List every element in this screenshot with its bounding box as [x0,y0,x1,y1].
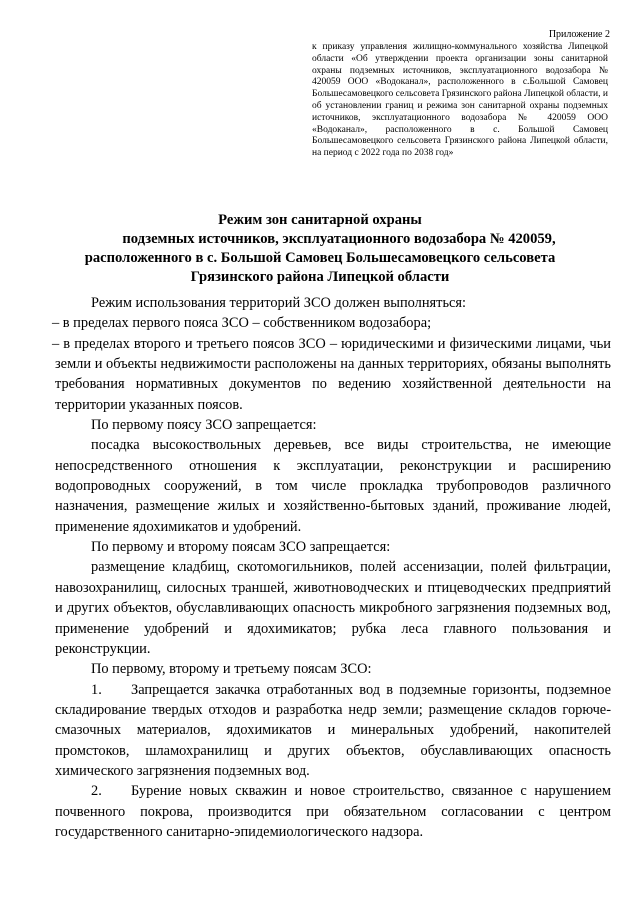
numbered-item-2 [55,781,611,842]
appendix-text: к приказу управления жилищно-коммунального хозяйства Липецкой области «Об утверждении проекта организации зоны санитарной охраны подземных источников, эксплуатационного водозабора № 420059 ООО «Водоканал», расположенного в с.Большой Самовец Большесамовецкого сельсовета Грязинского района Липецкой области, и об установлении границ и режима зон санитарной охраны подземных источников, эксплуатационного водозабора № 420059 ООО «Водоканал», расположенного в с. Большой Самовец Большесамовецкого сельсовета Грязинского района Липецкой области, на период с 2022 года по 2038 год» [312,42,608,159]
item-number-1: 1. [91,681,102,698]
appendix-title: Приложение 2 [548,29,610,40]
paragraph-all-belts-heading: По первому, второму и третьему поясам ЗСО: [91,661,372,678]
heading-line-3: расположенного в с. Большой Самовец Большесамовецкого сельсовета [84,250,556,266]
paragraph-first-second-prohibitions: размещение кладбищ, скотомогильников, полей ассенизации, полей фильтрации, навозохранилищ, силосных траншей, животноводческих и птицеводческих предприятий и других объектов, обуславливающих опасность микробного загрязнения подземных вод, применение удобрений и ядохимикатов; рубка леса главного пользования и реконструкции. [55,559,611,657]
paragraph-intro: Режим использования территорий ЗСО должен выполняться: [91,295,467,311]
paragraph-first-belt-prohibitions: посадка высокоствольных деревьев, все виды строительства, не имеющие непосредственного отношения к эксплуатации, реконструкции и расширению водопроводных сооружений, в том числе прокладка трубопроводов различного назначения, размещение жилых и хозяйственно-бытовых зданий, проживание людей, применение ядохимикатов и удобрений. [55,437,611,535]
item-text-2: Бурение новых скважин и новое строительство, связанное с нарушением почвенного покрова, производится при обязательном согласовании с центром государственного санитарно-эпидемиологического надзора. [55,783,611,840]
heading-line-2: подземных источников, эксплуатационного водозабора № 420059, [122,231,556,247]
heading-line-4: Грязинского района Липецкой области [190,269,450,285]
document-heading [40,211,600,287]
heading-line-1: Режим зон санитарной охраны [218,212,422,228]
paragraph-first-belt-heading: По первому поясу ЗСО запрещается: [91,417,317,434]
document-body [52,293,611,842]
paragraph-first-second-heading: По первому и второму поясам ЗСО запрещается: [91,539,391,556]
paragraph-second-third-belts: – в пределах второго и третьего поясов ЗСО – юридическими и физическими лицами, чьи земли и объекты недвижимости расположены на данных территориях, обязаны выполнять требования нормативных документов по ведению хозяйственной деятельности на территории указанных поясов. [52,335,611,413]
item-number-2: 2. [91,783,102,800]
numbered-item-1 [55,680,611,782]
paragraph-first-belt-owner: – в пределах первого пояса ЗСО – собственником водозабора; [52,315,432,332]
item-text-1: Запрещается закачка отработанных вод в подземные горизонты, подземное складирование твердых отходов и разработка недр земли; размещение складов горюче-смазочных материалов, ядохимикатов и минеральных удобрений, накопителей промстоков, шламохранилищ и других объектов, обуславливающих опасность химического загрязнения подземных вод. [55,681,611,779]
